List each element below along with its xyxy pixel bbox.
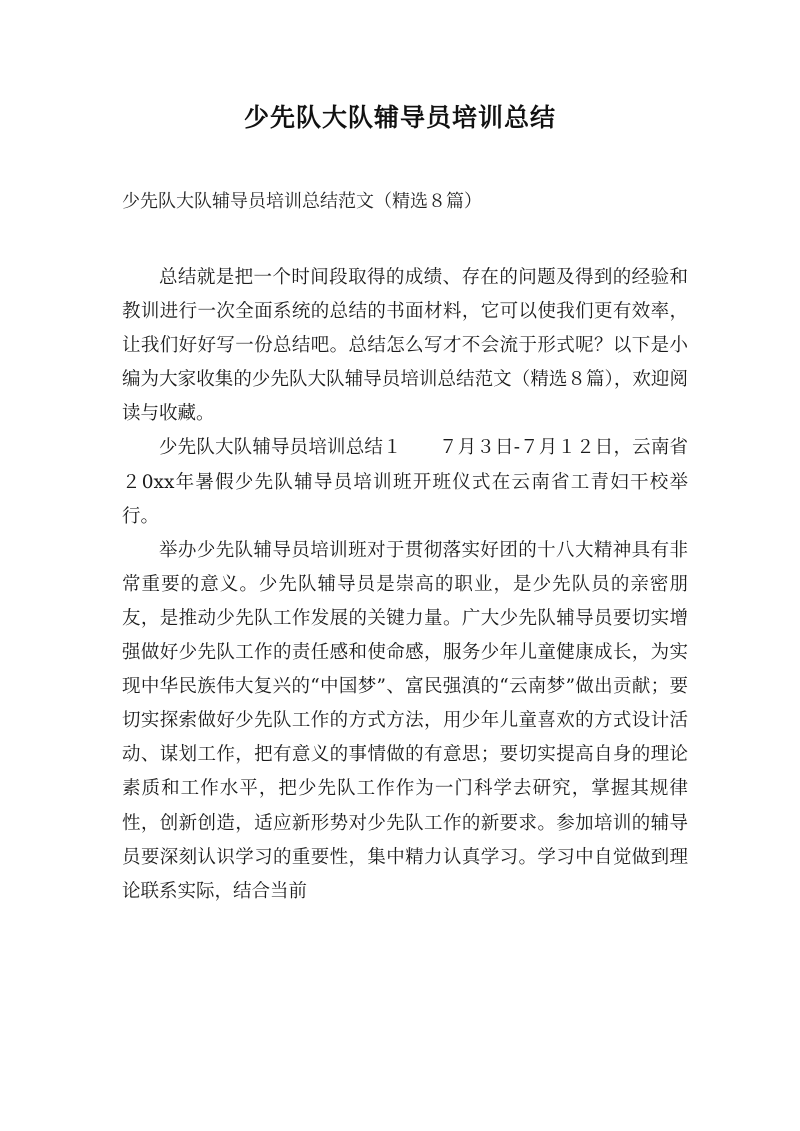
document-subtitle: 少先队大队辅导员培训总结范文（精选８篇）: [122, 191, 482, 212]
body-paragraph: 举办少先队辅导员培训班对于贯彻落实好团的十八大精神具有非常重要的意义。少先队辅导员是崇高的职业，是少先队员的亲密朋友，是推动少先队工作发展的关键力量。广大少先队辅导员要切实增强做好少先队工作的责任感和使命感，服务少年儿童健康成长，为实现中华民族伟大复兴的“中国梦”、富民强滇的“云南梦”做出贡献；要切实探索做好少先队工作的方式方法，用少年儿童喜欢的方式设计活动、谋划工作，把有意义的事情做的有意思；要切实提高自身的理论素质和工作水平，把少先队工作作为一门科学去研究，掌握其规律性，创新创造，适应新形势对少先队工作的新要求。参加培训的辅导员要深刻认识学习的重要性，集中精力认真学习。学习中自觉做到理论联系实际，结合当前: [122, 539, 688, 902]
document-title: 少先队大队辅导员培训总结: [243, 103, 556, 132]
body-paragraph: 总结就是把一个时间段取得的成绩、存在的问题及得到的经验和教训进行一次全面系统的总结的书面材料，它可以使我们更有效率，让我们好好写一份总结吧。总结怎么写才不会流于形式呢？以下是小编为大家收集的少先队大队辅导员培训总结范文（精选８篇），欢迎阅读与收藏。: [122, 267, 688, 425]
body-paragraph: 少先队大队辅导员培训总结１ ７月３日-７月１２日，云南省２0xx年暑假少先队辅导员培训班开班仪式在云南省工青妇干校举行。: [122, 437, 688, 527]
document-body: [122, 261, 688, 909]
